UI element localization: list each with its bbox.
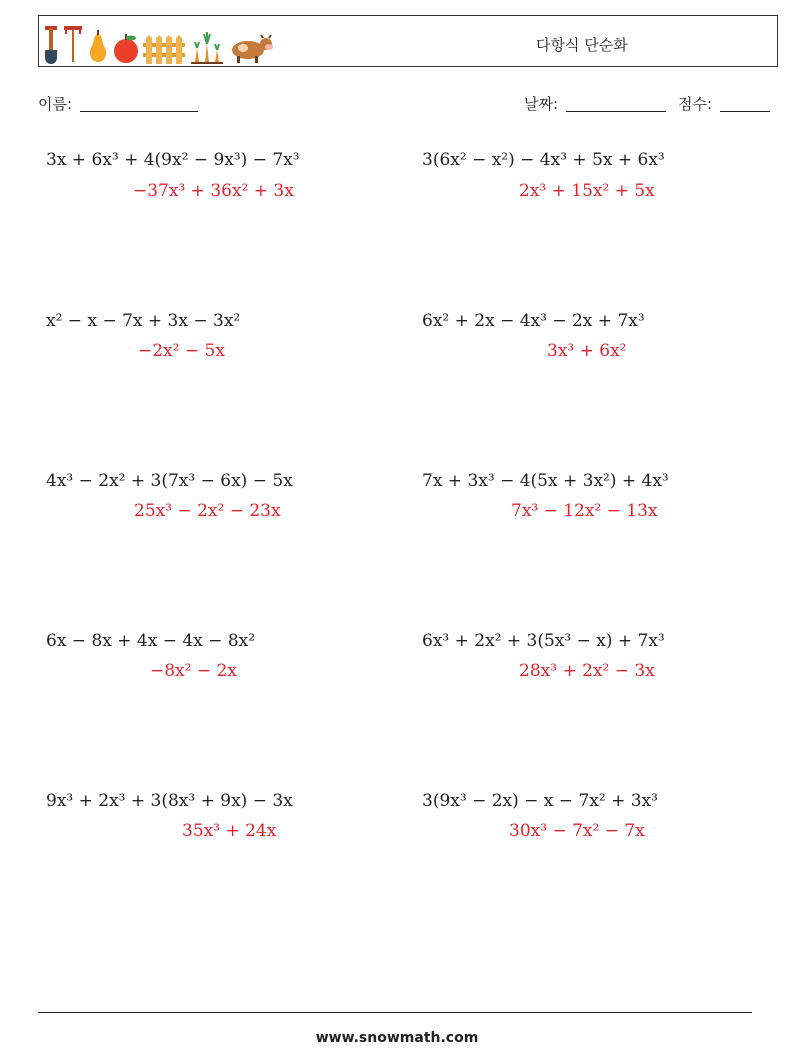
header-icons bbox=[43, 20, 273, 64]
problem-8: 6x³ + 2x² + 3(5x³ − x) + 7x³ bbox=[422, 631, 665, 651]
problem-2: 3(6x² − x²) − 4x³ + 5x + 6x³ bbox=[422, 150, 665, 170]
date-label: 날짜: bbox=[524, 95, 559, 113]
problem-9: 9x³ + 2x³ + 3(8x³ + 9x) − 3x bbox=[46, 791, 293, 811]
footer-divider bbox=[38, 1012, 752, 1013]
name-line[interactable] bbox=[80, 111, 198, 112]
answer-10: 30x³ − 7x² − 7x bbox=[509, 821, 645, 841]
cow-icon bbox=[229, 34, 273, 64]
problem-10: 3(9x³ − 2x) − x − 7x² + 3x³ bbox=[422, 791, 658, 811]
answer-2: 2x³ + 15x² + 5x bbox=[519, 181, 655, 201]
answer-9: 35x³ + 24x bbox=[182, 821, 277, 841]
score-line[interactable] bbox=[720, 111, 770, 112]
answer-3: −2x² − 5x bbox=[138, 341, 225, 361]
worksheet-header bbox=[38, 15, 778, 67]
shovel-icon bbox=[43, 24, 59, 64]
carrots-icon bbox=[189, 28, 225, 64]
answer-5: 25x³ − 2x² − 23x bbox=[134, 501, 281, 521]
problem-5: 4x³ − 2x² + 3(7x³ − 6x) − 5x bbox=[46, 471, 293, 491]
problem-7: 6x − 8x + 4x − 4x − 8x² bbox=[46, 631, 256, 651]
name-label: 이름: bbox=[38, 95, 73, 113]
problem-6: 7x + 3x³ − 4(5x + 3x²) + 4x³ bbox=[422, 471, 669, 491]
answer-1: −37x³ + 36x² + 3x bbox=[133, 181, 294, 201]
apple-icon bbox=[113, 34, 139, 64]
rake-icon bbox=[63, 24, 83, 64]
answer-4: 3x³ + 6x² bbox=[547, 341, 627, 361]
problem-3: x² − x − 7x + 3x − 3x² bbox=[46, 311, 241, 331]
answer-8: 28x³ + 2x² − 3x bbox=[519, 661, 655, 681]
pear-icon bbox=[87, 30, 109, 64]
fence-icon bbox=[143, 34, 185, 64]
answer-6: 7x³ − 12x² − 13x bbox=[511, 501, 658, 521]
problem-1: 3x + 6x³ + 4(9x² − 9x³) − 7x³ bbox=[46, 150, 300, 170]
answer-7: −8x² − 2x bbox=[150, 661, 237, 681]
problem-4: 6x² + 2x − 4x³ − 2x + 7x³ bbox=[422, 311, 645, 331]
date-line[interactable] bbox=[566, 111, 666, 112]
footer-url[interactable]: www.snowmath.com bbox=[315, 1030, 479, 1046]
score-label: 점수: bbox=[678, 95, 713, 113]
worksheet-title: 다항식 단순화 bbox=[536, 36, 628, 54]
